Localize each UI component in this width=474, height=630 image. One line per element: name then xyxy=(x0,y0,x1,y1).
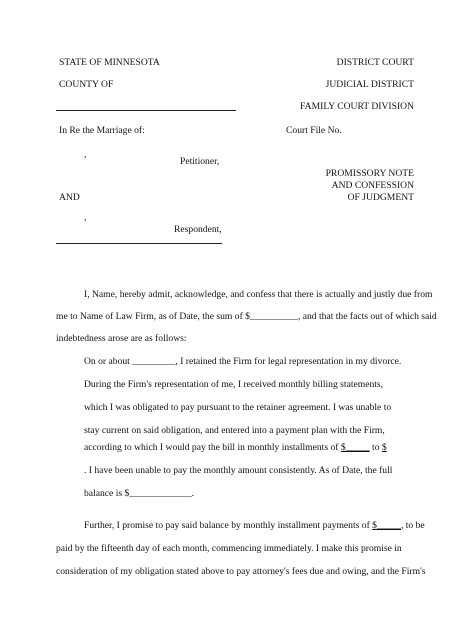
district-label: JUDICIAL DISTRICT xyxy=(325,79,414,90)
doc-title-line-3: OF JUDGMENT xyxy=(347,192,414,203)
para2-line3: which I was obligated to pay pursuant to the retainer agreement. I was unable to xyxy=(84,402,392,413)
division-label: FAMILY COURT DIVISION xyxy=(300,101,414,112)
monthly-payment-blank: $_____ xyxy=(372,520,401,531)
para3-line3: consideration of my obligation stated above to pay attorney's fees due and owing, and the Firm's xyxy=(56,566,426,577)
doc-title-line-1: PROMISSORY NOTE xyxy=(325,168,414,179)
in-re-label: In Re the Marriage of: xyxy=(59,125,145,136)
para1-line1: I, Name, hereby admit, acknowledge, and confess that there is actually and justly due from xyxy=(84,289,433,300)
para2-line2: During the Firm's representation of me, I received monthly billing statements, xyxy=(84,379,384,390)
para2-line5-text: according to which I would pay the bill in monthly installments of xyxy=(84,442,341,453)
para1-line2: me to Name of Law Firm, as of Date, the sum of $__________, and that the facts out of which said xyxy=(56,311,437,322)
petitioner-label: Petitioner, xyxy=(180,156,220,167)
caption-rule-top xyxy=(56,110,236,111)
county-label: COUNTY OF xyxy=(59,79,114,90)
para2-line1: On or about _________, I retained the Firm for legal representation in my divorce. xyxy=(84,356,402,367)
para2-line7: balance is $_____________. xyxy=(84,488,195,499)
para3-line1 xyxy=(84,521,425,531)
para3-line1-end: , to be xyxy=(400,520,425,531)
para3-line1-text: Further, I promise to pay said balance by monthly installment payments of xyxy=(84,520,373,531)
para2-line5 xyxy=(84,443,387,453)
respondent-label: Respondent, xyxy=(174,224,222,235)
file-no-label: Court File No. xyxy=(286,125,342,136)
state-label: STATE OF MINNESOTA xyxy=(59,57,160,68)
caption-rule-bottom xyxy=(56,243,222,244)
para3-line2: paid by the fifteenth day of each month, commencing immediately. I make this promise in xyxy=(56,543,402,554)
installment-min-blank: $_____ xyxy=(340,442,370,453)
para2-line4: stay current on said obligation, and entered into a payment plan with the Firm, xyxy=(84,425,385,436)
petitioner-comma: , xyxy=(84,149,87,160)
para2-line6: . I have been unable to pay the monthly amount consistently. As of Date, the full xyxy=(84,465,393,476)
installment-max-blank: $ xyxy=(381,442,387,453)
doc-title-line-2: AND CONFESSION xyxy=(331,180,414,191)
para2-line5-to: to xyxy=(369,442,382,453)
court-label: DISTRICT COURT xyxy=(336,57,414,68)
and-label: AND xyxy=(59,192,80,203)
para1-line3: indebtedness arose are as follows: xyxy=(56,333,187,344)
respondent-comma: , xyxy=(84,212,87,223)
